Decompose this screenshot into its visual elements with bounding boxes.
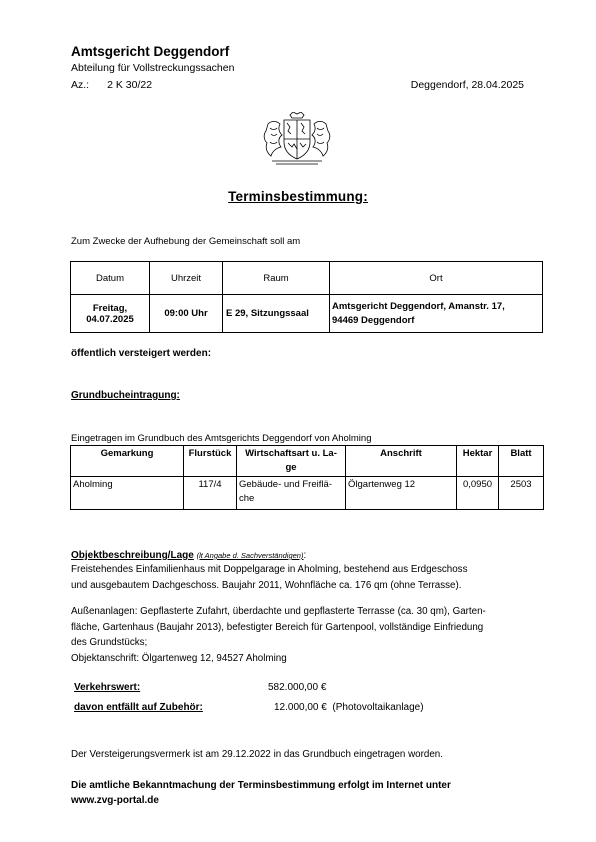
cell-anschrift: Ölgartenweg 12 (346, 477, 457, 510)
objekt-p2-line2: fläche, Gartenhaus (Baujahr 2013), befestigter Bereich für Gartenpool, vollständige Einfriedung (71, 621, 484, 633)
termin-uhrzeit: 09:00 Uhr (150, 295, 223, 333)
cell-wirtschaftsart-line1: Gebäude- und Freiflä- (239, 479, 332, 490)
termin-table (70, 261, 543, 333)
cell-gemarkung: Aholming (71, 477, 184, 510)
publication-url[interactable]: www.zvg-portal.de (71, 795, 159, 806)
header-anschrift: Anschrift (346, 446, 457, 477)
header-flurstueck: Flurstück (184, 446, 237, 477)
header-blatt: Blatt (499, 446, 544, 477)
zubehoer-value: 12.000,00 € (Photovoltaikanlage) (274, 702, 424, 713)
case-number (71, 79, 152, 91)
wirtschaftsart-line2: ge (285, 462, 297, 473)
objekt-source-note: (lt Angabe d. Sachverständigen) (196, 551, 304, 560)
zubehoer-label: davon entfällt auf Zubehör: (74, 702, 203, 713)
objekt-p1-line2: und ausgebautem Dachgeschoss. Baujahr 2011, Wohnfläche ca. 176 qm (ohne Terrasse). (71, 579, 462, 591)
header-raum: Raum (223, 262, 330, 295)
header-ort: Ort (330, 262, 543, 295)
grundbuch-heading: Grundbucheintragung: (71, 390, 180, 401)
verkehrswert-label: Verkehrswert: (74, 682, 141, 693)
termin-raum: E 29, Sitzungssaal (223, 295, 330, 333)
ort-line1: Amtsgericht Deggendorf, Amanstr. 17, (332, 300, 505, 312)
termin-datum (71, 295, 150, 333)
header-uhrzeit: Uhrzeit (150, 262, 223, 295)
objekt-heading-title: Objektbeschreibung/Lage (71, 550, 194, 561)
objekt-p2-line3: des Grundstücks; (71, 637, 148, 648)
sold-text: öffentlich versteigert werden: (71, 348, 212, 359)
az-number: 2 K 30/22 (107, 79, 153, 91)
intro-text: Zum Zwecke der Aufhebung der Gemeinschaft soll am (71, 236, 301, 247)
objekt-heading (71, 550, 306, 561)
objekt-description (71, 562, 531, 593)
place-date: Deggendorf, 28.04.2025 (410, 79, 524, 91)
header-datum: Datum (71, 262, 150, 295)
grundbuch-header-row (71, 446, 544, 477)
cell-wirtschaftsart (237, 477, 346, 510)
termin-row (71, 295, 543, 333)
versteigerungsvermerk: Der Versteigerungsvermerk ist am 29.12.2022 in das Grundbuch eingetragen worden. (71, 749, 443, 760)
objekt-p1-line1: Freistehendes Einfamilienhaus mit Doppelgarage in Aholming, bestehend aus Erdgeschoss (71, 564, 468, 575)
wirtschaftsart-line1: Wirtschaftsart u. La- (245, 448, 337, 459)
header-wirtschaftsart (237, 446, 346, 477)
datum-day: Freitag, (92, 302, 128, 314)
az-label: Az.: (71, 79, 90, 91)
bavarian-coat-of-arms-icon (262, 112, 332, 168)
publication-line1: Die amtliche Bekanntmachung der Terminsbestimmung erfolgt im Internet unter (71, 780, 451, 791)
grundbuch-table (70, 445, 544, 510)
grundbuch-intro: Eingetragen im Grundbuch des Amtsgerichts Deggendorf von Aholming (71, 433, 372, 444)
objekt-heading-colon: : (303, 550, 307, 561)
department: Abteilung für Vollstreckungssachen (71, 62, 235, 74)
objekt-address: Objektanschrift: Ölgartenweg 12, 94527 Aholming (71, 652, 287, 664)
termin-ort (330, 295, 543, 333)
cell-flurstueck: 117/4 (184, 477, 237, 510)
cell-wirtschaftsart-line2: che (239, 493, 255, 504)
termin-header-row (71, 262, 543, 295)
verkehrswert-value: 582.000,00 € (268, 682, 327, 693)
header-gemarkung: Gemarkung (71, 446, 184, 477)
objekt-p2-line1: Außenanlagen: Gepflasterte Zufahrt, überdachte und gepflasterte Terrasse (ca. 30 qm), Garten- (71, 606, 486, 617)
court-name: Amtsgericht Deggendorf (71, 44, 230, 59)
publication-note (71, 778, 541, 808)
cell-blatt: 2503 (499, 477, 544, 510)
header-hektar: Hektar (457, 446, 499, 477)
cell-hektar: 0,0950 (457, 477, 499, 510)
document-title: Terminsbestimmung: (228, 189, 368, 204)
aussenanlagen (71, 604, 531, 666)
ort-line2: 94469 Deggendorf (332, 314, 415, 326)
datum-date: 04.07.2025 (86, 313, 134, 325)
grundbuch-row (71, 477, 544, 510)
